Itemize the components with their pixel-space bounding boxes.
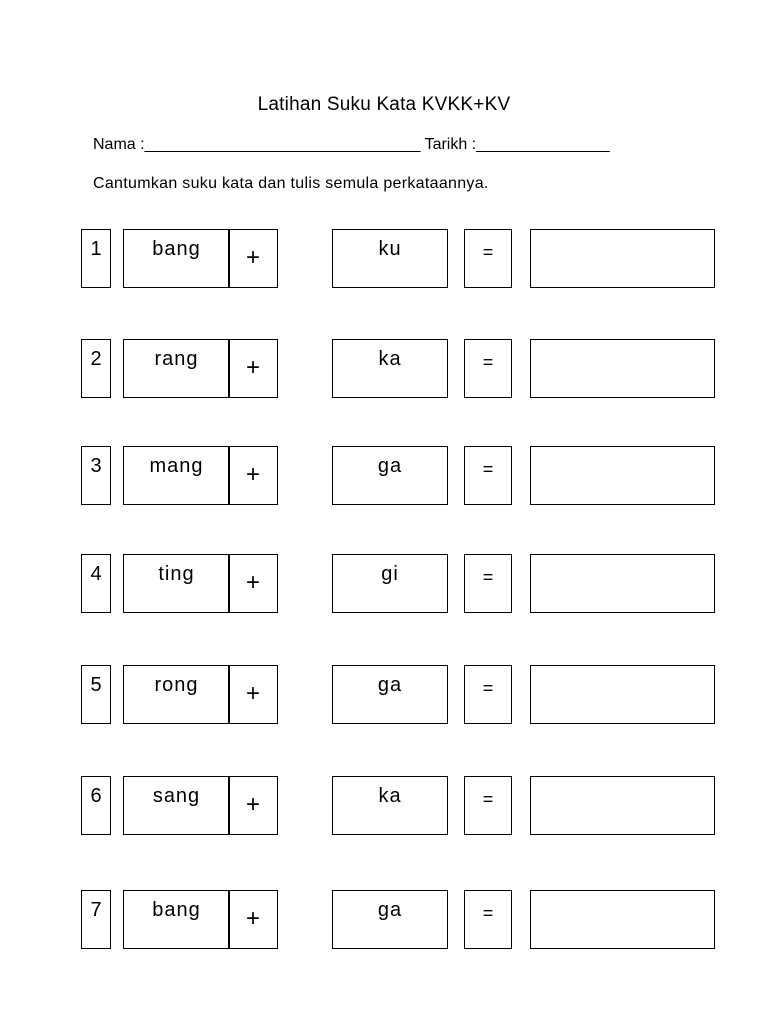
- equals-sign: =: [464, 554, 512, 613]
- exercise-number: 4: [81, 554, 111, 613]
- second-syllable: ka: [332, 339, 448, 398]
- plus-sign: +: [228, 446, 278, 505]
- answer-box[interactable]: [530, 890, 715, 949]
- first-syllable: mang: [123, 446, 230, 505]
- first-syllable: sang: [123, 776, 230, 835]
- instruction-text: Cantumkan suku kata dan tulis semula perkataannya.: [93, 175, 489, 192]
- equals-sign: =: [464, 339, 512, 398]
- plus-sign: +: [228, 776, 278, 835]
- answer-box[interactable]: [530, 339, 715, 398]
- second-syllable: gi: [332, 554, 448, 613]
- equals-sign: =: [464, 890, 512, 949]
- exercise-number: 6: [81, 776, 111, 835]
- answer-box[interactable]: [530, 776, 715, 835]
- first-syllable: rang: [123, 339, 230, 398]
- equals-sign: =: [464, 665, 512, 724]
- exercise-row: [0, 890, 768, 950]
- exercise-number: 5: [81, 665, 111, 724]
- exercise-row: [0, 229, 768, 289]
- equals-sign: =: [464, 229, 512, 288]
- first-syllable: bang: [123, 229, 230, 288]
- answer-box[interactable]: [530, 665, 715, 724]
- first-syllable: ting: [123, 554, 230, 613]
- second-syllable: ka: [332, 776, 448, 835]
- first-syllable: rong: [123, 665, 230, 724]
- exercise-number: 3: [81, 446, 111, 505]
- equals-sign: =: [464, 446, 512, 505]
- exercise-row: [0, 446, 768, 506]
- exercise-number: 1: [81, 229, 111, 288]
- equals-sign: =: [464, 776, 512, 835]
- answer-box[interactable]: [530, 554, 715, 613]
- second-syllable: ku: [332, 229, 448, 288]
- exercise-number: 7: [81, 890, 111, 949]
- second-syllable: ga: [332, 446, 448, 505]
- first-syllable: bang: [123, 890, 230, 949]
- exercise-row: [0, 776, 768, 836]
- answer-box[interactable]: [530, 446, 715, 505]
- plus-sign: +: [228, 229, 278, 288]
- exercise-row: [0, 665, 768, 725]
- plus-sign: +: [228, 890, 278, 949]
- second-syllable: ga: [332, 890, 448, 949]
- exercise-row: [0, 339, 768, 399]
- second-syllable: ga: [332, 665, 448, 724]
- exercise-number: 2: [81, 339, 111, 398]
- exercise-row: [0, 554, 768, 614]
- answer-box[interactable]: [530, 229, 715, 288]
- plus-sign: +: [228, 339, 278, 398]
- plus-sign: +: [228, 665, 278, 724]
- worksheet-title: Latihan Suku Kata KVKK+KV: [257, 94, 511, 115]
- plus-sign: +: [228, 554, 278, 613]
- name-date-line: Nama :_______________________________ Tarikh :_______________: [93, 136, 610, 153]
